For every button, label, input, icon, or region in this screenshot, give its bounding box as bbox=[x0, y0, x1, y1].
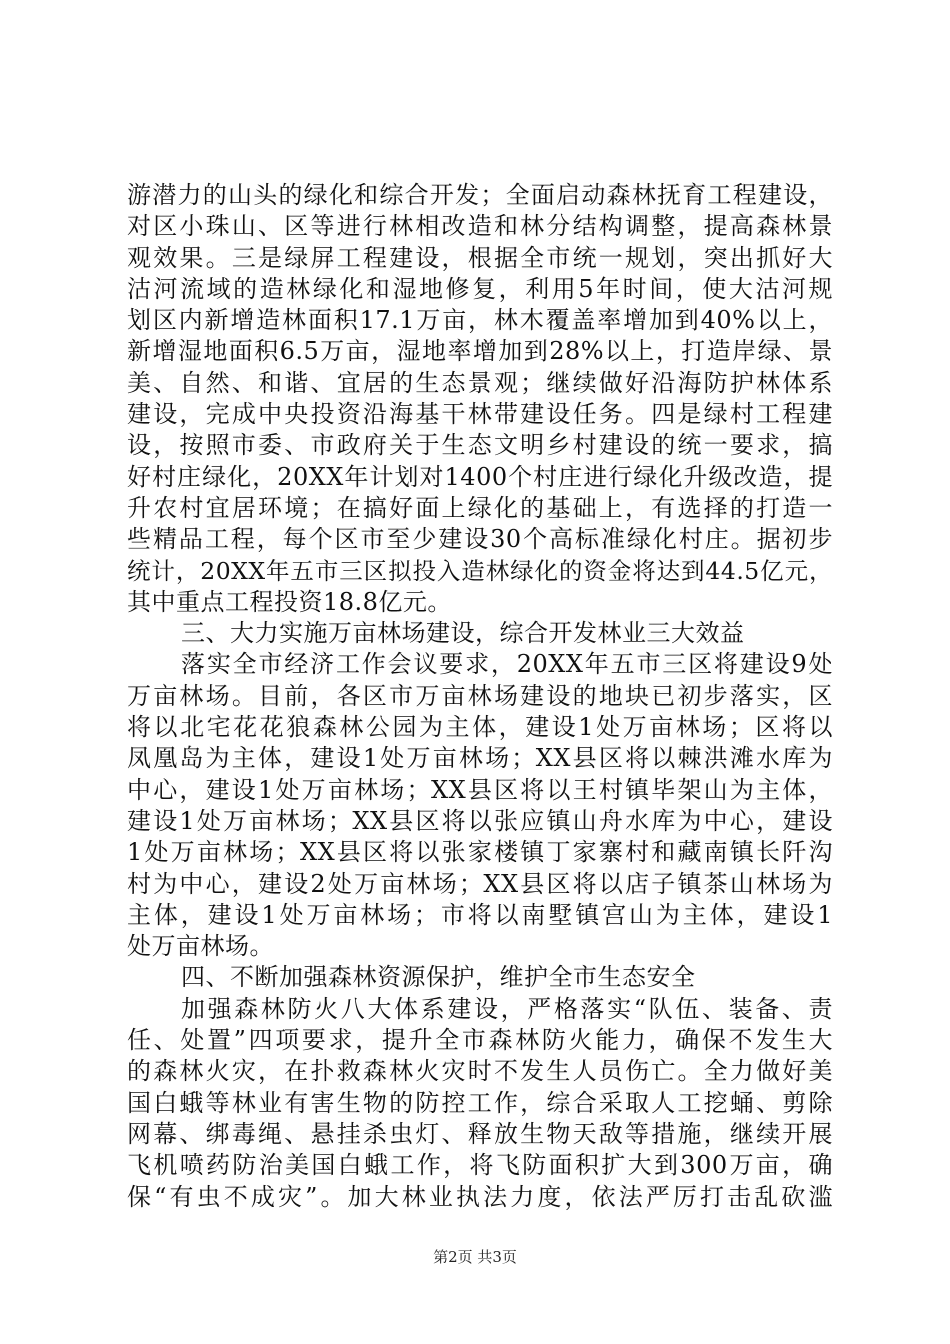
text-line: 中心，建设1处万亩林场；XX县区将以王村镇毕架山为主体， bbox=[127, 775, 833, 804]
text-line: 1处万亩林场；XX县区将以张家楼镇丁家寨村和藏南镇长阡沟 bbox=[127, 838, 833, 867]
text-line: 沽河流域的造林绿化和湿地修复，利用5年时间，使大沽河规 bbox=[127, 274, 833, 303]
text-line: 游潜力的山头的绿化和综合开发；全面启动森林抚育工程建设， bbox=[127, 181, 833, 209]
section-heading: 三、大力实施万亩林场建设，综合开发林业三大效益 bbox=[181, 619, 745, 648]
text-line: 美、自然、和谐、宜居的生态景观；继续做好沿海防护林体系 bbox=[127, 368, 833, 397]
section-heading: 四、不断加强森林资源保护，维护全市生态安全 bbox=[181, 963, 696, 992]
text-line: 万亩林场。目前，各区市万亩林场建设的地块已初步落实，区 bbox=[127, 681, 833, 710]
text-line: 建设，完成中央投资沿海基干林带建设任务。四是绿村工程建 bbox=[127, 400, 833, 429]
text-line: 飞机喷药防治美国白蛾工作，将飞防面积扩大到300万亩，确 bbox=[127, 1151, 833, 1180]
text-line: 任、处置”四项要求，提升全市森林防火能力，确保不发生大 bbox=[127, 1026, 833, 1055]
text-line: 划区内新增造林面积17.1万亩，林木覆盖率增加到40%以上， bbox=[127, 306, 833, 335]
text-line: 国白蛾等林业有害生物的防控工作，综合采取人工挖蛹、剪除 bbox=[127, 1088, 833, 1117]
text-line: 设，按照市委、市政府关于生态文明乡村建设的统一要求，搞 bbox=[127, 431, 833, 460]
text-line: 将以北宅花花狼森林公园为主体，建设1处万亩林场；区将以 bbox=[127, 713, 833, 742]
text-line: 其中重点工程投资18.8亿元。 bbox=[127, 587, 452, 616]
text-line: 处万亩林场。 bbox=[127, 932, 274, 961]
text-line: 的森林火灾，在扑救森林火灾时不发生人员伤亡。全力做好美 bbox=[127, 1057, 833, 1086]
text-line: 些精品工程，每个区市至少建设30个高标准绿化村庄。据初步 bbox=[127, 525, 833, 554]
text-line: 统计，20XX年五市三区拟投入造林绿化的资金将达到44.5亿元， bbox=[127, 556, 833, 585]
text-line: 网幕、绑毒绳、悬挂杀虫灯、释放生物天敌等措施，继续开展 bbox=[127, 1119, 833, 1148]
text-line: 观效果。三是绿屏工程建设，根据全市统一规划，突出抓好大 bbox=[127, 243, 833, 272]
text-line: 落实全市经济工作会议要求，20XX年五市三区将建设9处 bbox=[181, 650, 833, 679]
text-line: 加强森林防火八大体系建设，严格落实“队伍、装备、责 bbox=[181, 994, 833, 1023]
text-line: 建设1处万亩林场；XX县区将以张应镇山舟水库为中心，建设 bbox=[127, 806, 833, 835]
body-text bbox=[127, 180, 833, 1213]
text-line: 升农村宜居环境；在搞好面上绿化的基础上，有选择的打造一 bbox=[127, 493, 833, 522]
text-line: 好村庄绿化，20XX年计划对1400个村庄进行绿化升级改造，提 bbox=[127, 462, 833, 491]
page-footer: 第2页 共3页 bbox=[433, 1248, 517, 1266]
text-line: 村为中心，建设2处万亩林场；XX县区将以店子镇茶山林场为 bbox=[127, 869, 833, 898]
text-line: 保“有虫不成灾”。加大林业执法力度，依法严厉打击乱砍滥 bbox=[127, 1182, 833, 1211]
text-line: 新增湿地面积6.5万亩，湿地率增加到28%以上，打造岸绿、景 bbox=[127, 337, 833, 366]
text-line: 主体，建设1处万亩林场；市将以南墅镇宫山为主体，建设1 bbox=[127, 900, 833, 929]
text-line: 凤凰岛为主体，建设1处万亩林场；XX县区将以棘洪滩水库为 bbox=[127, 744, 833, 773]
text-line: 对区小珠山、区等进行林相改造和林分结构调整，提高森林景 bbox=[127, 212, 833, 241]
